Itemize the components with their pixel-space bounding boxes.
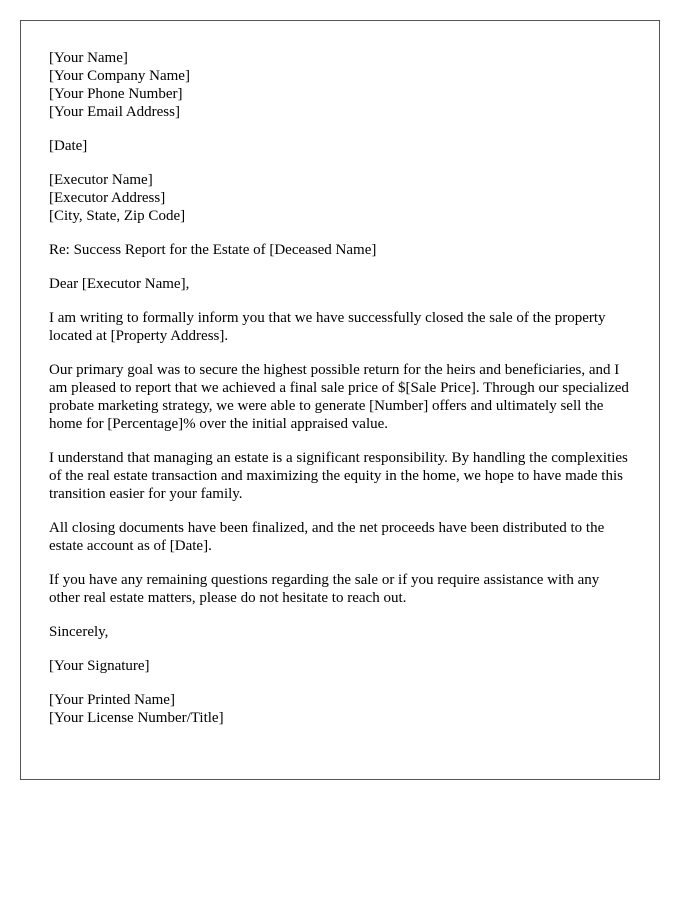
sender-phone: [Your Phone Number] (49, 86, 183, 102)
body-paragraph-5: If you have any remaining questions regarding the sale or if you require assistance with any other real estate matters, please do not hesitate to reach out. (49, 572, 600, 606)
license-title: [Your License Number/Title] (49, 710, 224, 726)
closing: Sincerely, (49, 624, 109, 640)
subject-line: Re: Success Report for the Estate of [Deceased Name] (49, 242, 377, 258)
recipient-address: [Executor Address] (49, 190, 166, 206)
body-paragraph-2: Our primary goal was to secure the highest possible return for the heirs and beneficiaries, and I am pleased to report that we achieved a final sale price of $[Sale Price]. Through our specialized probate marketing strategy, we were able to generate [Number] offers and ultimately sell the home for [Percentage]% over the initial appraised value. (49, 362, 629, 432)
sender-name: [Your Name] (49, 50, 128, 66)
sender-block (49, 49, 631, 121)
letter-date: [Date] (49, 138, 88, 154)
letter-page (20, 20, 660, 780)
sender-company: [Your Company Name] (49, 68, 190, 84)
recipient-block (49, 171, 631, 225)
signature: [Your Signature] (49, 658, 150, 674)
body-paragraph-1: I am writing to formally inform you that we have successfully closed the sale of the property located at [Property Address]. (49, 310, 606, 344)
signer-block (49, 691, 631, 727)
body-paragraph-4: All closing documents have been finalized, and the net proceeds have been distributed to the estate account as of [Date]. (49, 520, 605, 554)
date-block (49, 137, 631, 155)
recipient-city-state-zip: [City, State, Zip Code] (49, 208, 186, 224)
body-paragraph-3: I understand that managing an estate is a significant responsibility. By handling the complexities of the real estate transaction and maximizing the equity in the home, we hope to have made this transition easier for your family. (49, 450, 628, 502)
salutation: Dear [Executor Name], (49, 276, 190, 292)
sender-email: [Your Email Address] (49, 104, 180, 120)
recipient-name: [Executor Name] (49, 172, 153, 188)
printed-name: [Your Printed Name] (49, 692, 175, 708)
